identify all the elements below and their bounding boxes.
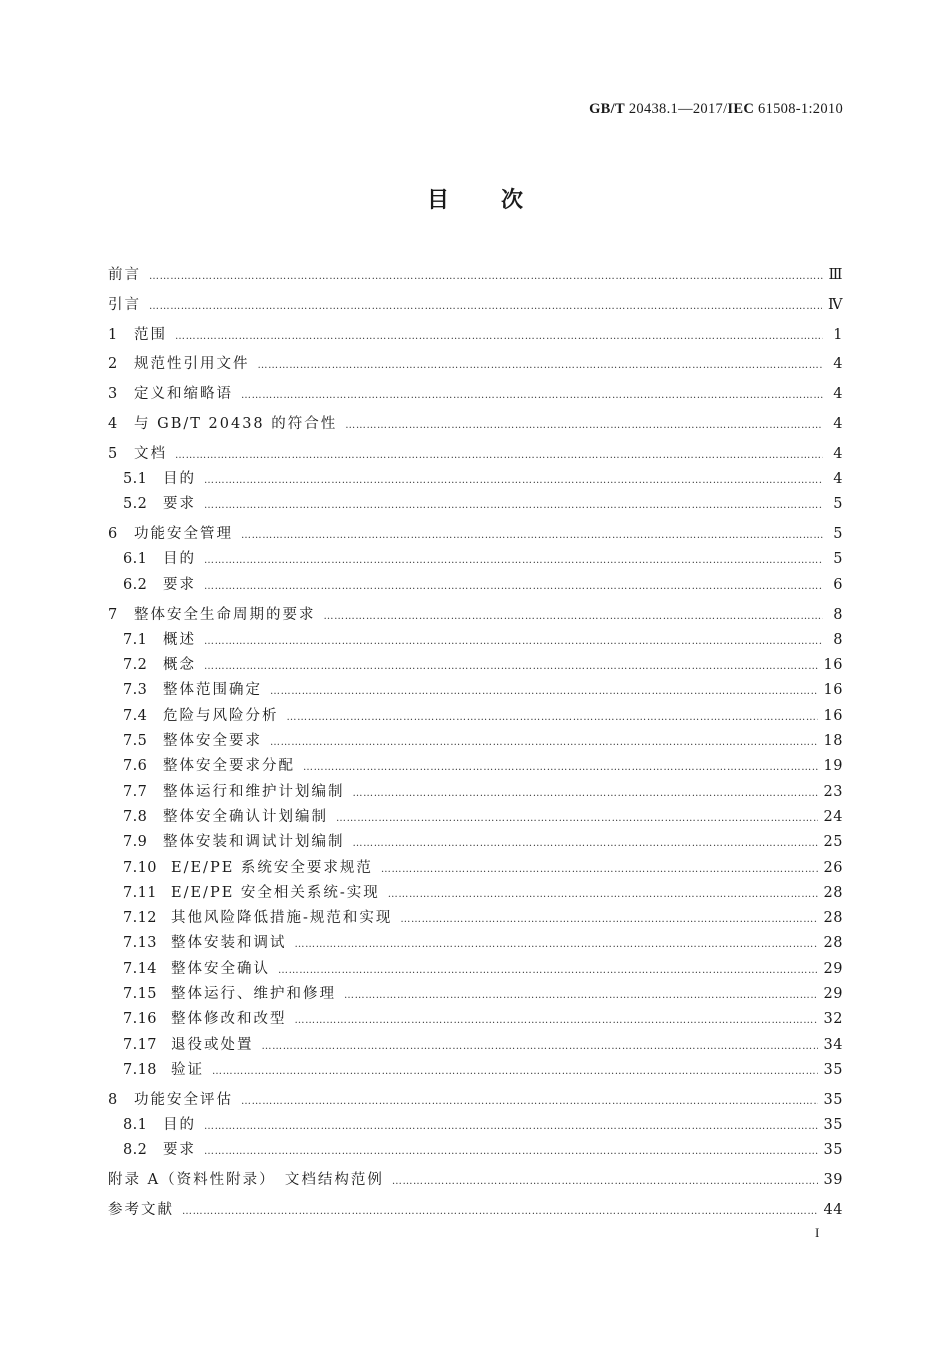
dot-leader bbox=[204, 654, 818, 679]
toc-entry-label: 验证 bbox=[171, 1061, 204, 1078]
toc-entry-number: 7.5 bbox=[123, 733, 148, 750]
toc-entry-number: 6.1 bbox=[123, 551, 148, 568]
toc-entry-label: 整体修改和改型 bbox=[171, 1011, 287, 1028]
toc-entry[interactable] bbox=[108, 704, 843, 729]
toc-entry-label: 目的 bbox=[163, 471, 196, 488]
toc-entry[interactable] bbox=[108, 1198, 843, 1223]
dot-leader bbox=[270, 679, 818, 704]
toc-entry-label: 定义和缩略语 bbox=[134, 386, 233, 403]
page-title bbox=[0, 183, 950, 214]
toc-entry[interactable] bbox=[108, 957, 843, 982]
toc-entry-page: 16 bbox=[823, 657, 843, 674]
toc-entry[interactable] bbox=[108, 1007, 843, 1032]
toc-entry-label: 整体安装和调试 bbox=[171, 935, 287, 952]
toc-entry-label: 其他风险降低措施-规范和实现 bbox=[171, 910, 393, 927]
dot-leader bbox=[381, 857, 818, 882]
toc-entry[interactable] bbox=[108, 805, 843, 830]
toc-entry-number: 7.15 bbox=[123, 986, 157, 1003]
toc-entry-number: 5 bbox=[108, 445, 118, 462]
toc-entry-label: 整体范围确定 bbox=[163, 682, 262, 699]
toc-entry-number: 8.2 bbox=[123, 1142, 148, 1159]
dot-leader bbox=[204, 493, 823, 518]
toc-entry-label: 要求 bbox=[163, 496, 196, 513]
dot-leader bbox=[149, 294, 822, 319]
dot-leader bbox=[204, 548, 823, 573]
toc-entry[interactable] bbox=[108, 442, 843, 467]
toc-entry-number: 6.2 bbox=[123, 576, 148, 593]
toc-entry[interactable] bbox=[108, 323, 843, 348]
toc-entry-page: 44 bbox=[823, 1201, 843, 1218]
toc-entry[interactable] bbox=[108, 1168, 843, 1193]
toc-entry-page: 35 bbox=[823, 1142, 843, 1159]
toc-entry[interactable] bbox=[108, 1138, 843, 1163]
dot-leader bbox=[345, 413, 823, 438]
toc-entry-number: 8.1 bbox=[123, 1117, 148, 1133]
toc-entry[interactable] bbox=[108, 881, 843, 906]
toc-entry-number: 7.2 bbox=[123, 657, 148, 674]
toc-entry[interactable] bbox=[108, 1058, 843, 1083]
toc-entry-label: 文档 bbox=[134, 445, 167, 462]
toc-entry[interactable] bbox=[108, 467, 843, 492]
toc-entry-label: E/E/PE 安全相关系统-实现 bbox=[171, 884, 380, 901]
dot-leader bbox=[175, 324, 823, 349]
toc-entry-page: 16 bbox=[823, 682, 843, 699]
dot-leader bbox=[204, 1139, 818, 1164]
toc-entry-number: 7.12 bbox=[123, 910, 157, 927]
toc-entry-number: 5.2 bbox=[123, 496, 148, 513]
toc-entry-number: 6 bbox=[108, 526, 118, 543]
dot-leader bbox=[353, 781, 818, 806]
toc-entry[interactable] bbox=[108, 492, 843, 517]
toc-entry-number: 7.8 bbox=[123, 808, 148, 825]
toc-entry-page: 32 bbox=[823, 1011, 843, 1028]
page-title-char-1: 目 bbox=[426, 188, 449, 213]
toc-entry-number: 7 bbox=[108, 606, 118, 623]
toc-entry[interactable] bbox=[108, 982, 843, 1007]
toc-entry-page: 35 bbox=[823, 1091, 843, 1108]
toc-entry[interactable] bbox=[108, 263, 843, 288]
toc-entry[interactable] bbox=[108, 1033, 843, 1058]
toc-entry[interactable] bbox=[108, 547, 843, 572]
dot-leader bbox=[241, 383, 823, 408]
toc-entry-label: 目的 bbox=[163, 551, 196, 568]
dot-leader bbox=[278, 958, 818, 983]
toc-entry-page: 8 bbox=[833, 631, 843, 648]
toc-entry-number: 1 bbox=[108, 326, 118, 343]
toc-entry-label: 危险与风险分析 bbox=[163, 707, 279, 724]
toc-entry[interactable] bbox=[108, 678, 843, 703]
standard-code-main: 20438.1—2017/ bbox=[624, 101, 728, 117]
dot-leader bbox=[388, 882, 818, 907]
toc-entry-page: 28 bbox=[823, 935, 843, 952]
toc-entry-page: 29 bbox=[823, 986, 843, 1003]
standard-code bbox=[589, 101, 843, 118]
toc-entry[interactable] bbox=[108, 729, 843, 754]
dot-leader bbox=[270, 730, 818, 755]
toc-entry[interactable] bbox=[108, 382, 843, 407]
toc-entry[interactable] bbox=[108, 603, 843, 628]
dot-leader bbox=[295, 932, 818, 957]
toc-entry-number: 7.3 bbox=[123, 682, 148, 699]
toc-entry-page: 19 bbox=[823, 758, 843, 775]
toc-entry-label: 要求 bbox=[163, 1142, 196, 1159]
toc-entry[interactable] bbox=[108, 573, 843, 598]
toc-entry-label: 附录 A（资料性附录） 文档结构范例 bbox=[108, 1172, 384, 1189]
toc-entry[interactable] bbox=[108, 293, 843, 318]
toc-entry-number: 7.18 bbox=[123, 1061, 157, 1078]
toc-entry[interactable] bbox=[108, 412, 843, 437]
toc-entry[interactable] bbox=[108, 830, 843, 855]
toc-entry-label: 整体安装和调试计划编制 bbox=[163, 834, 345, 851]
toc-entry-page: 1 bbox=[833, 326, 843, 343]
toc-entry[interactable] bbox=[108, 352, 843, 377]
toc-entry-label: 功能安全管理 bbox=[134, 526, 233, 543]
toc-entry[interactable] bbox=[108, 931, 843, 956]
toc-entry-number: 7.1 bbox=[123, 631, 148, 648]
toc-entry-number: 5.1 bbox=[123, 471, 148, 488]
toc-entry-label: 整体安全确认 bbox=[171, 960, 270, 977]
dot-leader bbox=[241, 1089, 818, 1114]
toc-entry-page: Ⅳ bbox=[828, 296, 843, 313]
toc-entry[interactable] bbox=[108, 780, 843, 805]
dot-leader bbox=[182, 1199, 818, 1224]
toc-entry-page: 4 bbox=[833, 356, 843, 373]
toc-entry-page: 35 bbox=[823, 1117, 843, 1133]
toc-entry-number: 7.10 bbox=[123, 859, 157, 876]
toc-entry-label: 功能安全评估 bbox=[134, 1091, 233, 1108]
dot-leader bbox=[353, 831, 818, 856]
toc-entry-page: 4 bbox=[833, 445, 843, 462]
dot-leader bbox=[212, 1059, 818, 1084]
toc-entry[interactable] bbox=[108, 653, 843, 678]
toc-entry-page: 6 bbox=[833, 576, 843, 593]
toc-entry-label: 前言 bbox=[108, 267, 141, 283]
toc-entry[interactable] bbox=[108, 1088, 843, 1113]
dot-leader bbox=[295, 1008, 818, 1033]
dot-leader bbox=[149, 264, 823, 289]
toc-entry-label: 参考文献 bbox=[108, 1201, 174, 1218]
dot-leader bbox=[287, 705, 818, 730]
toc-entry-label: 整体安全确认计划编制 bbox=[163, 808, 328, 825]
toc-entry-page: 5 bbox=[833, 496, 843, 513]
toc-entry-number: 7.17 bbox=[123, 1036, 157, 1053]
toc-entry-label: 目的 bbox=[163, 1117, 196, 1133]
toc-entry-label: 整体安全生命周期的要求 bbox=[134, 606, 316, 623]
dot-leader bbox=[241, 523, 823, 548]
dot-leader bbox=[392, 1169, 818, 1194]
standard-code-tail: 61508-1:2010 bbox=[754, 101, 843, 117]
dot-leader bbox=[204, 1114, 818, 1139]
toc-entry-page: 39 bbox=[823, 1172, 843, 1189]
dot-leader bbox=[336, 806, 818, 831]
table-of-contents bbox=[108, 263, 843, 1223]
toc-entry-page: 4 bbox=[833, 471, 843, 488]
toc-entry-page: 34 bbox=[823, 1036, 843, 1053]
page-number: I bbox=[815, 1225, 820, 1240]
toc-entry-label: 退役或处置 bbox=[171, 1036, 254, 1053]
toc-entry-page: 5 bbox=[833, 526, 843, 543]
toc-entry-number: 7.9 bbox=[123, 834, 148, 851]
page-title-char-2: 次 bbox=[501, 188, 524, 213]
toc-entry-number: 7.13 bbox=[123, 935, 157, 952]
dot-leader bbox=[400, 907, 817, 932]
toc-entry[interactable] bbox=[108, 628, 843, 653]
dot-leader bbox=[175, 443, 823, 468]
dot-leader bbox=[204, 629, 823, 654]
dot-leader bbox=[344, 983, 818, 1008]
toc-entry[interactable] bbox=[108, 1113, 843, 1138]
toc-entry-number: 7.16 bbox=[123, 1011, 157, 1028]
toc-entry-label: E/E/PE 系统安全要求规范 bbox=[171, 859, 373, 876]
toc-entry-page: 29 bbox=[823, 960, 843, 977]
toc-entry-page: 4 bbox=[833, 415, 843, 432]
toc-entry-page: 18 bbox=[823, 733, 843, 750]
toc-entry-page: 35 bbox=[823, 1061, 843, 1078]
dot-leader bbox=[204, 468, 823, 493]
toc-entry-label: 概念 bbox=[163, 657, 196, 674]
toc-entry[interactable] bbox=[108, 522, 843, 547]
toc-entry-page: 23 bbox=[823, 783, 843, 800]
toc-entry-label: 与 GB/T 20438 的符合性 bbox=[134, 415, 338, 432]
toc-entry-page: 25 bbox=[823, 834, 843, 851]
toc-entry-number: 2 bbox=[108, 356, 118, 373]
standard-code-iec: IEC bbox=[727, 101, 755, 117]
toc-entry-label: 整体安全要求 bbox=[163, 733, 262, 750]
toc-entry-label: 引言 bbox=[108, 296, 141, 313]
dot-leader bbox=[258, 353, 824, 378]
toc-entry-page: 5 bbox=[833, 551, 843, 568]
toc-entry-number: 7.14 bbox=[123, 960, 157, 977]
dot-leader bbox=[204, 574, 823, 599]
toc-entry-number: 7.6 bbox=[123, 758, 148, 775]
toc-entry-page: 4 bbox=[833, 386, 843, 403]
toc-entry[interactable] bbox=[108, 754, 843, 779]
toc-entry-page: 16 bbox=[823, 707, 843, 724]
dot-leader bbox=[324, 604, 824, 629]
toc-entry-number: 7.11 bbox=[123, 884, 157, 901]
toc-entry-label: 规范性引用文件 bbox=[134, 356, 250, 373]
toc-entry-label: 整体安全要求分配 bbox=[163, 758, 295, 775]
toc-entry-label: 要求 bbox=[163, 576, 196, 593]
toc-entry-number: 7.4 bbox=[123, 707, 148, 724]
toc-entry-number: 4 bbox=[108, 415, 118, 432]
toc-entry[interactable] bbox=[108, 856, 843, 881]
toc-entry-page: 28 bbox=[823, 910, 843, 927]
toc-entry-page: 26 bbox=[823, 859, 843, 876]
toc-entry-number: 8 bbox=[108, 1091, 118, 1108]
toc-entry-number: 7.7 bbox=[123, 783, 148, 800]
toc-entry-page: 28 bbox=[823, 884, 843, 901]
toc-entry-label: 整体运行、维护和修理 bbox=[171, 986, 336, 1003]
toc-entry-label: 范围 bbox=[134, 326, 167, 343]
dot-leader bbox=[303, 755, 818, 780]
toc-entry-label: 整体运行和维护计划编制 bbox=[163, 783, 345, 800]
toc-entry[interactable] bbox=[108, 906, 843, 931]
toc-entry-label: 概述 bbox=[163, 631, 196, 648]
dot-leader bbox=[262, 1034, 818, 1059]
toc-entry-page: 8 bbox=[833, 606, 843, 623]
toc-entry-page: Ⅲ bbox=[828, 267, 843, 283]
toc-entry-number: 3 bbox=[108, 386, 118, 403]
standard-code-prefix: GB/T bbox=[589, 101, 625, 117]
toc-entry-page: 24 bbox=[823, 808, 843, 825]
